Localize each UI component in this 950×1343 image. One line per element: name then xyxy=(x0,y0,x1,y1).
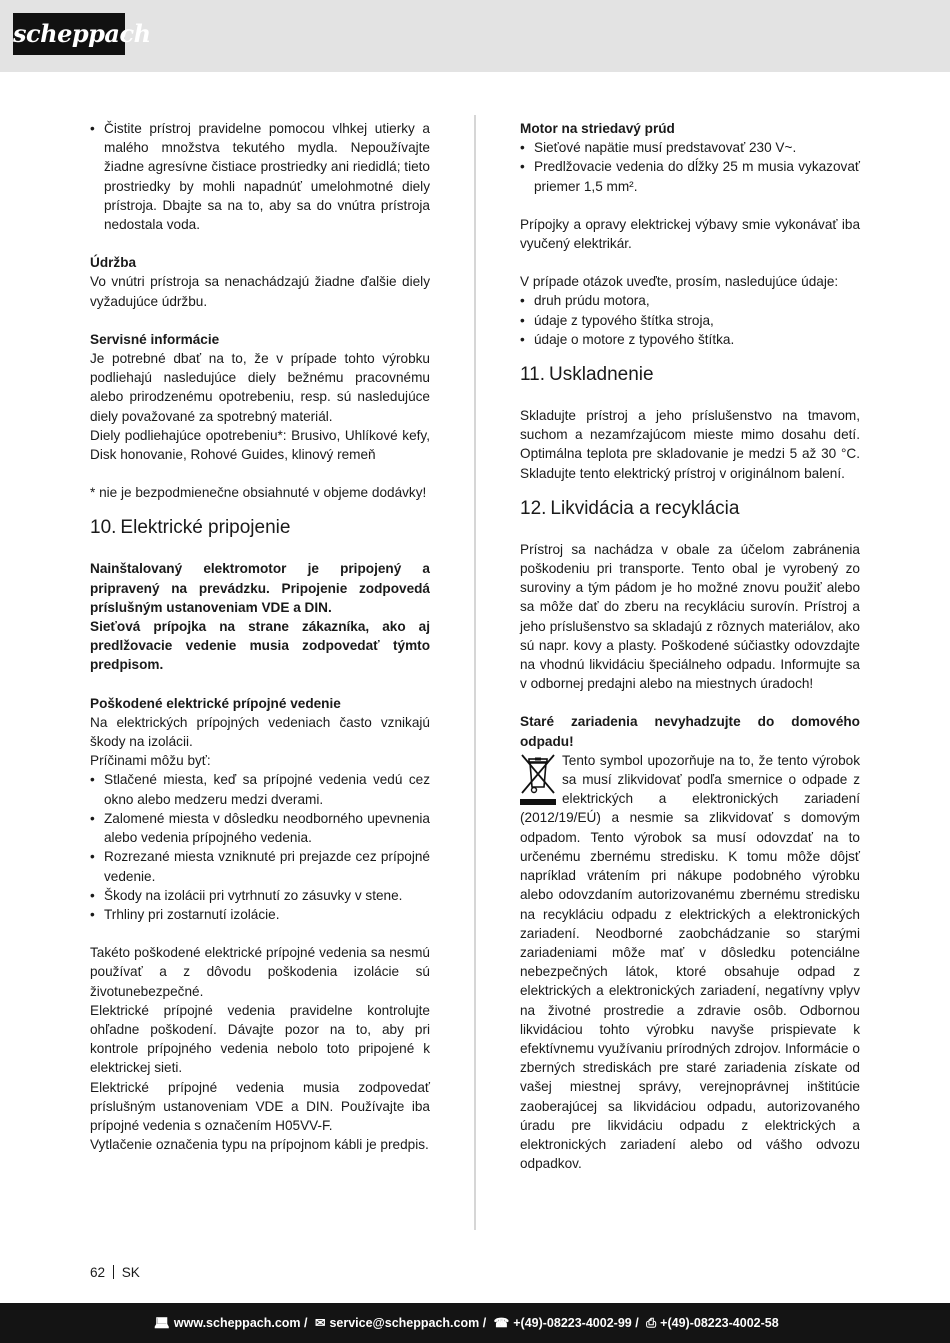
list-item: • druh prúdu motora, xyxy=(520,291,860,310)
phone-icon: ☎ xyxy=(493,1316,510,1330)
list-item: • Čistite prístroj pravidelne pomocou vlhkej utierky a malého množstva tekutého mydla. Nepoužívajte žiadne agresívne čistiace prostriedky ani riedidlá; tieto prostriedky by mohli napadnúť umelohmotné diely prístroja. Dbajte sa na to, aby sa do vnútra prístroja nedostala voda. xyxy=(90,119,430,234)
column-divider xyxy=(474,115,476,1230)
section-number: 11. xyxy=(520,364,546,386)
paragraph: Elektrické prípojné vedenia pravidelne kontrolujte ohľadne poškodení. Dávajte pozor na to, aby pri kontrole prípojného vedenia nebolo toto pripojené k elektrickej sieti. xyxy=(90,1002,430,1076)
weee-text: Tento symbol upozorňuje na to, že tento výrobok sa musí zlikvidovať podľa smernice o odpade z elektrických a elektronických zariadení (2012/19/EÚ) a nesmie sa zlikvidovať s domovým odpadom. Tento výrobok sa musí odovzdať na to určenému zbernému stredisku. K tomu môže dôjsť napríklad vrátením pri nákupe podobného výrobku alebo odovzdaním autorizovanému zbernému stredisku na recykláciu odpadu z elektrických a elektronických zariadení. Neodborné zaobchádzanie so starými zariadeniami môže mať v dôsledku potenciálne nebezpečných látok, ktoré obsahuje odpad z elektrických a elektronických zariadení, negatívny vplyv na životné prostredie a zdravie osôb. Odbornou likvidáciou tohto výrobku navyše prispievate k efektívnemu využívaniu prírodných zdrojov. Informácie o zberných strediskách pre staré zariadenia získate od vašej miestnej správy, verejnoprávnej inštitúcie zaoberajúcej sa likvidáciou odpadu, autorizovaného úradu pre likvidáciu odpadu z elektrických a elektronických zariadení alebo od vášho odvozu odpadkov. xyxy=(520,752,860,1172)
fax-number: +(49)-08223-4002-58 xyxy=(660,1316,779,1330)
section-11-heading xyxy=(520,363,860,387)
weee-bin-icon xyxy=(520,753,556,805)
intro-bullet-list xyxy=(90,119,430,234)
left-column xyxy=(90,119,430,1154)
phone-number: +(49)-08223-4002-99 / xyxy=(513,1316,639,1330)
list-item: • údaje z typového štítka stroja, xyxy=(520,311,860,330)
list-item: • Trhliny pri zostarnutí izolácie. xyxy=(90,905,430,924)
page-number: 62 SK xyxy=(90,1265,140,1280)
list-item: • Predlžovacie vedenia do dĺžky 25 m musia vykazovať priemer 1,5 mm². xyxy=(520,157,860,195)
mains-notice: Sieťová prípojka na strane zákazníka, ako aj predlžovacie vedenie musia zodpovedať týmto predpisom. xyxy=(90,619,430,673)
electrician-text: Prípojky a opravy elektrickej výbavy smie vykonávať iba vyučený elektrikár. xyxy=(520,216,860,252)
maintenance-text: Vo vnútri prístroja sa nenachádzajú žiadne ďalšie diely vyžadujúce údržbu. xyxy=(90,274,430,309)
disposal-text: Prístroj sa nachádza v obale za účelom zabránenia poškodeniu pri transporte. Tento obal je vyrobený zo suroviny a tým pádom je ho možné znovu použiť alebo sa môže dať do zberu na recykláciu surovín. Prístroj a jeho príslušenstvo sa skladajú z rôznych materiálov, ako sú napr. kovy a plasty. Poškodené súčiastky odovzdajte na vhodnú likvidáciu špeciálneho odpadu. Informujte sa v odbornej predajni alebo na miestnych úradoch! xyxy=(520,541,860,692)
list-item: • Sieťové napätie musí predstavovať 230 V~. xyxy=(520,138,860,157)
wear-parts-text: Diely podliehajúce opotrebeniu*: Brusivo, Uhlíkové kefy, Disk honovanie, Rohové Guides, klinový remeň xyxy=(90,427,430,463)
ac-motor-list xyxy=(520,138,860,196)
paragraph: Takéto poškodené elektrické prípojné vedenia sa nesmú používať a z dôvodu poškodenia izolácie sú životunebezpečné. xyxy=(90,945,430,999)
damaged-cable-text: Na elektrických prípojných vedeniach často vznikajú škody na izolácii. xyxy=(90,714,430,750)
causes-label: Príčinami môžu byť: xyxy=(90,753,211,769)
list-item: • Rozrezané miesta vzniknuté pri prejazde cez prípojné vedenie. xyxy=(90,847,430,885)
ac-motor-heading: Motor na striedavý prúd xyxy=(520,121,675,136)
waste-heading: Staré zariadenia nevyhadzujte do domového odpadu! xyxy=(520,714,860,749)
email-icon: ✉ xyxy=(314,1316,326,1330)
causes-list xyxy=(90,770,430,924)
section-12-heading xyxy=(520,497,860,521)
questions-text: V prípade otázok uveďte, prosím, nasledujúce údaje: xyxy=(520,274,839,290)
right-column xyxy=(520,119,860,1173)
maintenance-heading: Údržba xyxy=(90,255,137,271)
section-title: Uskladnenie xyxy=(549,364,654,386)
service-text: Je potrebné dbať na to, že v prípade tohto výrobku podliehajú nasledujúce diely bežnému pracovnému alebo prirodzenému opotrebeniu, resp. sú nasledujúce diely považované za spotrebný materiál. xyxy=(90,351,430,424)
fax-icon: ⎙ xyxy=(646,1316,657,1330)
section-number: 12. xyxy=(520,497,547,519)
paragraph: Elektrické prípojné vedenia musia zodpovedať príslušným ustanoveniam VDE a DIN. Používajte iba prípojné vedenia s označením H05VV-F. xyxy=(90,1079,430,1133)
footnote: * nie je bezpodmienečne obsiahnuté v objeme dodávky! xyxy=(90,485,427,501)
section-number: 10. xyxy=(90,517,117,539)
paragraph: Vytlačenie označenia typu na prípojnom kábli je predpis. xyxy=(90,1137,429,1153)
section-10-heading xyxy=(90,516,430,540)
damaged-cable-heading: Poškodené elektrické prípojné vedenie xyxy=(90,695,341,711)
page-header xyxy=(0,0,950,72)
connection-notice: Nainštalovaný elektromotor je pripojený a pripravený na prevádzku. Pripojenie zodpovedá príslušným ustanoveniam VDE a DIN. xyxy=(90,561,430,615)
storage-text: Skladujte prístroj a jeho príslušenstvo na tmavom, suchom a nezamŕzajúcom mieste mimo dosahu detí. Optimálna teplota pre skladovanie je medzi 5 až 30 °C. Skladujte tento elektrický prístroj v originálnom balení. xyxy=(520,408,860,481)
list-item: • Škody na izolácii pri vytrhnutí zo zásuvky v stene. xyxy=(90,886,430,905)
list-item: • Stlačené miesta, keď sa prípojné vedenia vedú cez okno alebo medzeru medzi dverami. xyxy=(90,770,430,808)
weee-block xyxy=(520,751,860,1173)
computer-icon: 💻︎ xyxy=(154,1316,170,1330)
page-footer xyxy=(0,1303,950,1343)
service-heading: Servisné informácie xyxy=(90,331,220,347)
section-title: Elektrické pripojenie xyxy=(120,517,291,539)
section-title: Likvidácia a recyklácia xyxy=(550,497,740,519)
list-item: • údaje o motore z typového štítka. xyxy=(520,330,860,349)
brand-logo: scheppach xyxy=(13,13,125,55)
email-link[interactable]: service@scheppach.com / xyxy=(329,1316,487,1330)
website-link[interactable]: www.scheppach.com / xyxy=(173,1316,308,1330)
questions-list xyxy=(520,291,860,349)
list-item: • Zalomené miesta v dôsledku neodborného upevnenia alebo vedenia prípojného vedenia. xyxy=(90,809,430,847)
